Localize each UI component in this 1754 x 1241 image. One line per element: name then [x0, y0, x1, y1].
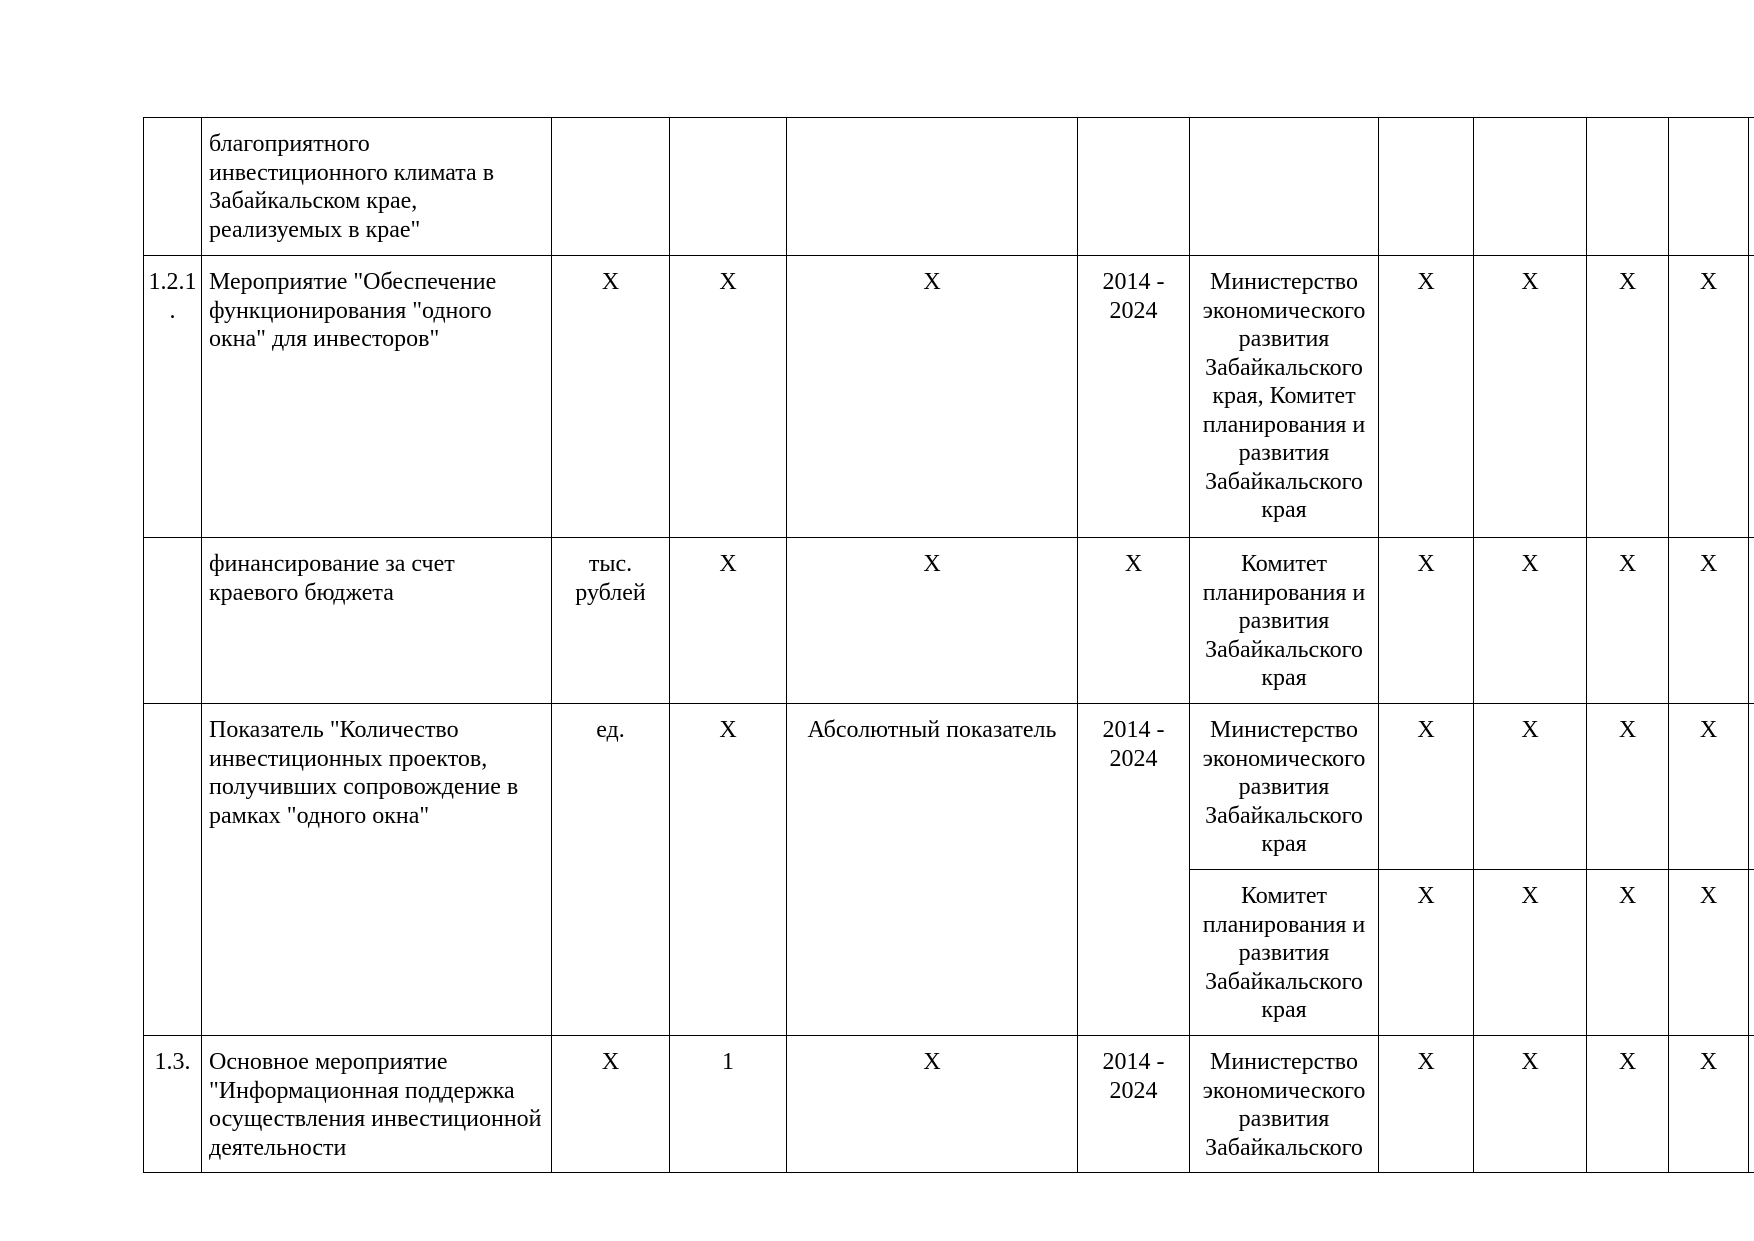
- cell-value: [1749, 538, 1754, 704]
- cell-weight: Х: [670, 256, 787, 538]
- cell-responsible: Министерство экономического развития Забайкальского края, Комитет планирования и развития Забайкальского края: [1190, 256, 1379, 538]
- cell-responsible: Комитет планирования и развития Забайкальского края: [1190, 870, 1379, 1036]
- cell-value: Х: [1669, 870, 1749, 1036]
- cell-responsible: Комитет планирования и развития Забайкальского края: [1190, 538, 1379, 704]
- cell-period: 2014 - 2024: [1078, 256, 1190, 538]
- cell-name: Мероприятие "Обеспечение функционирования "одного окна" для инвесторов": [202, 256, 552, 538]
- cell-num: [144, 538, 202, 704]
- cell-value: [1379, 118, 1474, 256]
- cell-period: 2014 - 2024: [1078, 704, 1190, 1036]
- cell-value: [1749, 1036, 1754, 1173]
- cell-value: Х: [1379, 870, 1474, 1036]
- cell-unit: [552, 118, 670, 256]
- cell-method: Абсолютный показатель: [787, 704, 1078, 1036]
- cell-value: Х: [1474, 704, 1587, 870]
- table-row: [144, 118, 1754, 256]
- cell-value: Х: [1587, 870, 1669, 1036]
- cell-value: [1749, 118, 1754, 256]
- cell-value: [1749, 704, 1754, 870]
- cell-value: Х: [1669, 1036, 1749, 1173]
- cell-value: Х: [1669, 256, 1749, 538]
- cell-value: Х: [1379, 538, 1474, 704]
- cell-value: Х: [1587, 256, 1669, 538]
- table-row: [144, 704, 1754, 870]
- cell-value: [1669, 118, 1749, 256]
- cell-num: [144, 704, 202, 1036]
- table-row: [144, 256, 1754, 538]
- cell-value: Х: [1669, 704, 1749, 870]
- cell-num: 1.3.: [144, 1036, 202, 1173]
- cell-name: Основное мероприятие "Информационная поддержка осуществления инвестиционной деятельности: [202, 1036, 552, 1173]
- cell-method: Х: [787, 256, 1078, 538]
- cell-num: [144, 118, 202, 256]
- table-row: [144, 538, 1754, 704]
- cell-value: Х: [1474, 870, 1587, 1036]
- cell-value: Х: [1474, 256, 1587, 538]
- cell-value: [1749, 870, 1754, 1036]
- cell-value: Х: [1474, 1036, 1587, 1173]
- cell-value: [1587, 118, 1669, 256]
- cell-value: [1749, 256, 1754, 538]
- cell-weight: [670, 118, 787, 256]
- cell-value: Х: [1587, 1036, 1669, 1173]
- cell-weight: Х: [670, 704, 787, 1036]
- cell-name: благоприятного инвестиционного климата в Забайкальском крае, реализуемых в крае": [202, 118, 552, 256]
- cell-value: Х: [1587, 704, 1669, 870]
- cell-value: Х: [1587, 538, 1669, 704]
- cell-period: 2014 - 2024: [1078, 1036, 1190, 1173]
- cell-responsible: [1190, 118, 1379, 256]
- program-measures-table: [143, 117, 1754, 1173]
- cell-value: [1474, 118, 1587, 256]
- cell-unit: тыс. рублей: [552, 538, 670, 704]
- cell-value: Х: [1379, 256, 1474, 538]
- cell-num: 1.2.1.: [144, 256, 202, 538]
- cell-unit: Х: [552, 256, 670, 538]
- cell-value: Х: [1669, 538, 1749, 704]
- cell-unit: Х: [552, 1036, 670, 1173]
- cell-value: Х: [1474, 538, 1587, 704]
- cell-method: Х: [787, 538, 1078, 704]
- cell-period: Х: [1078, 538, 1190, 704]
- cell-value: Х: [1379, 704, 1474, 870]
- table-row: [144, 1036, 1754, 1173]
- cell-weight: 1: [670, 1036, 787, 1173]
- cell-method: Х: [787, 1036, 1078, 1173]
- cell-weight: Х: [670, 538, 787, 704]
- cell-method: [787, 118, 1078, 256]
- cell-value: Х: [1379, 1036, 1474, 1173]
- cell-name: Показатель "Количество инвестиционных проектов, получивших сопровождение в рамках "одного окна": [202, 704, 552, 1036]
- cell-unit: ед.: [552, 704, 670, 1036]
- cell-responsible: Министерство экономического развития Забайкальского: [1190, 1036, 1379, 1173]
- cell-name: финансирование за счет краевого бюджета: [202, 538, 552, 704]
- cell-responsible: Министерство экономического развития Забайкальского края: [1190, 704, 1379, 870]
- cell-period: [1078, 118, 1190, 256]
